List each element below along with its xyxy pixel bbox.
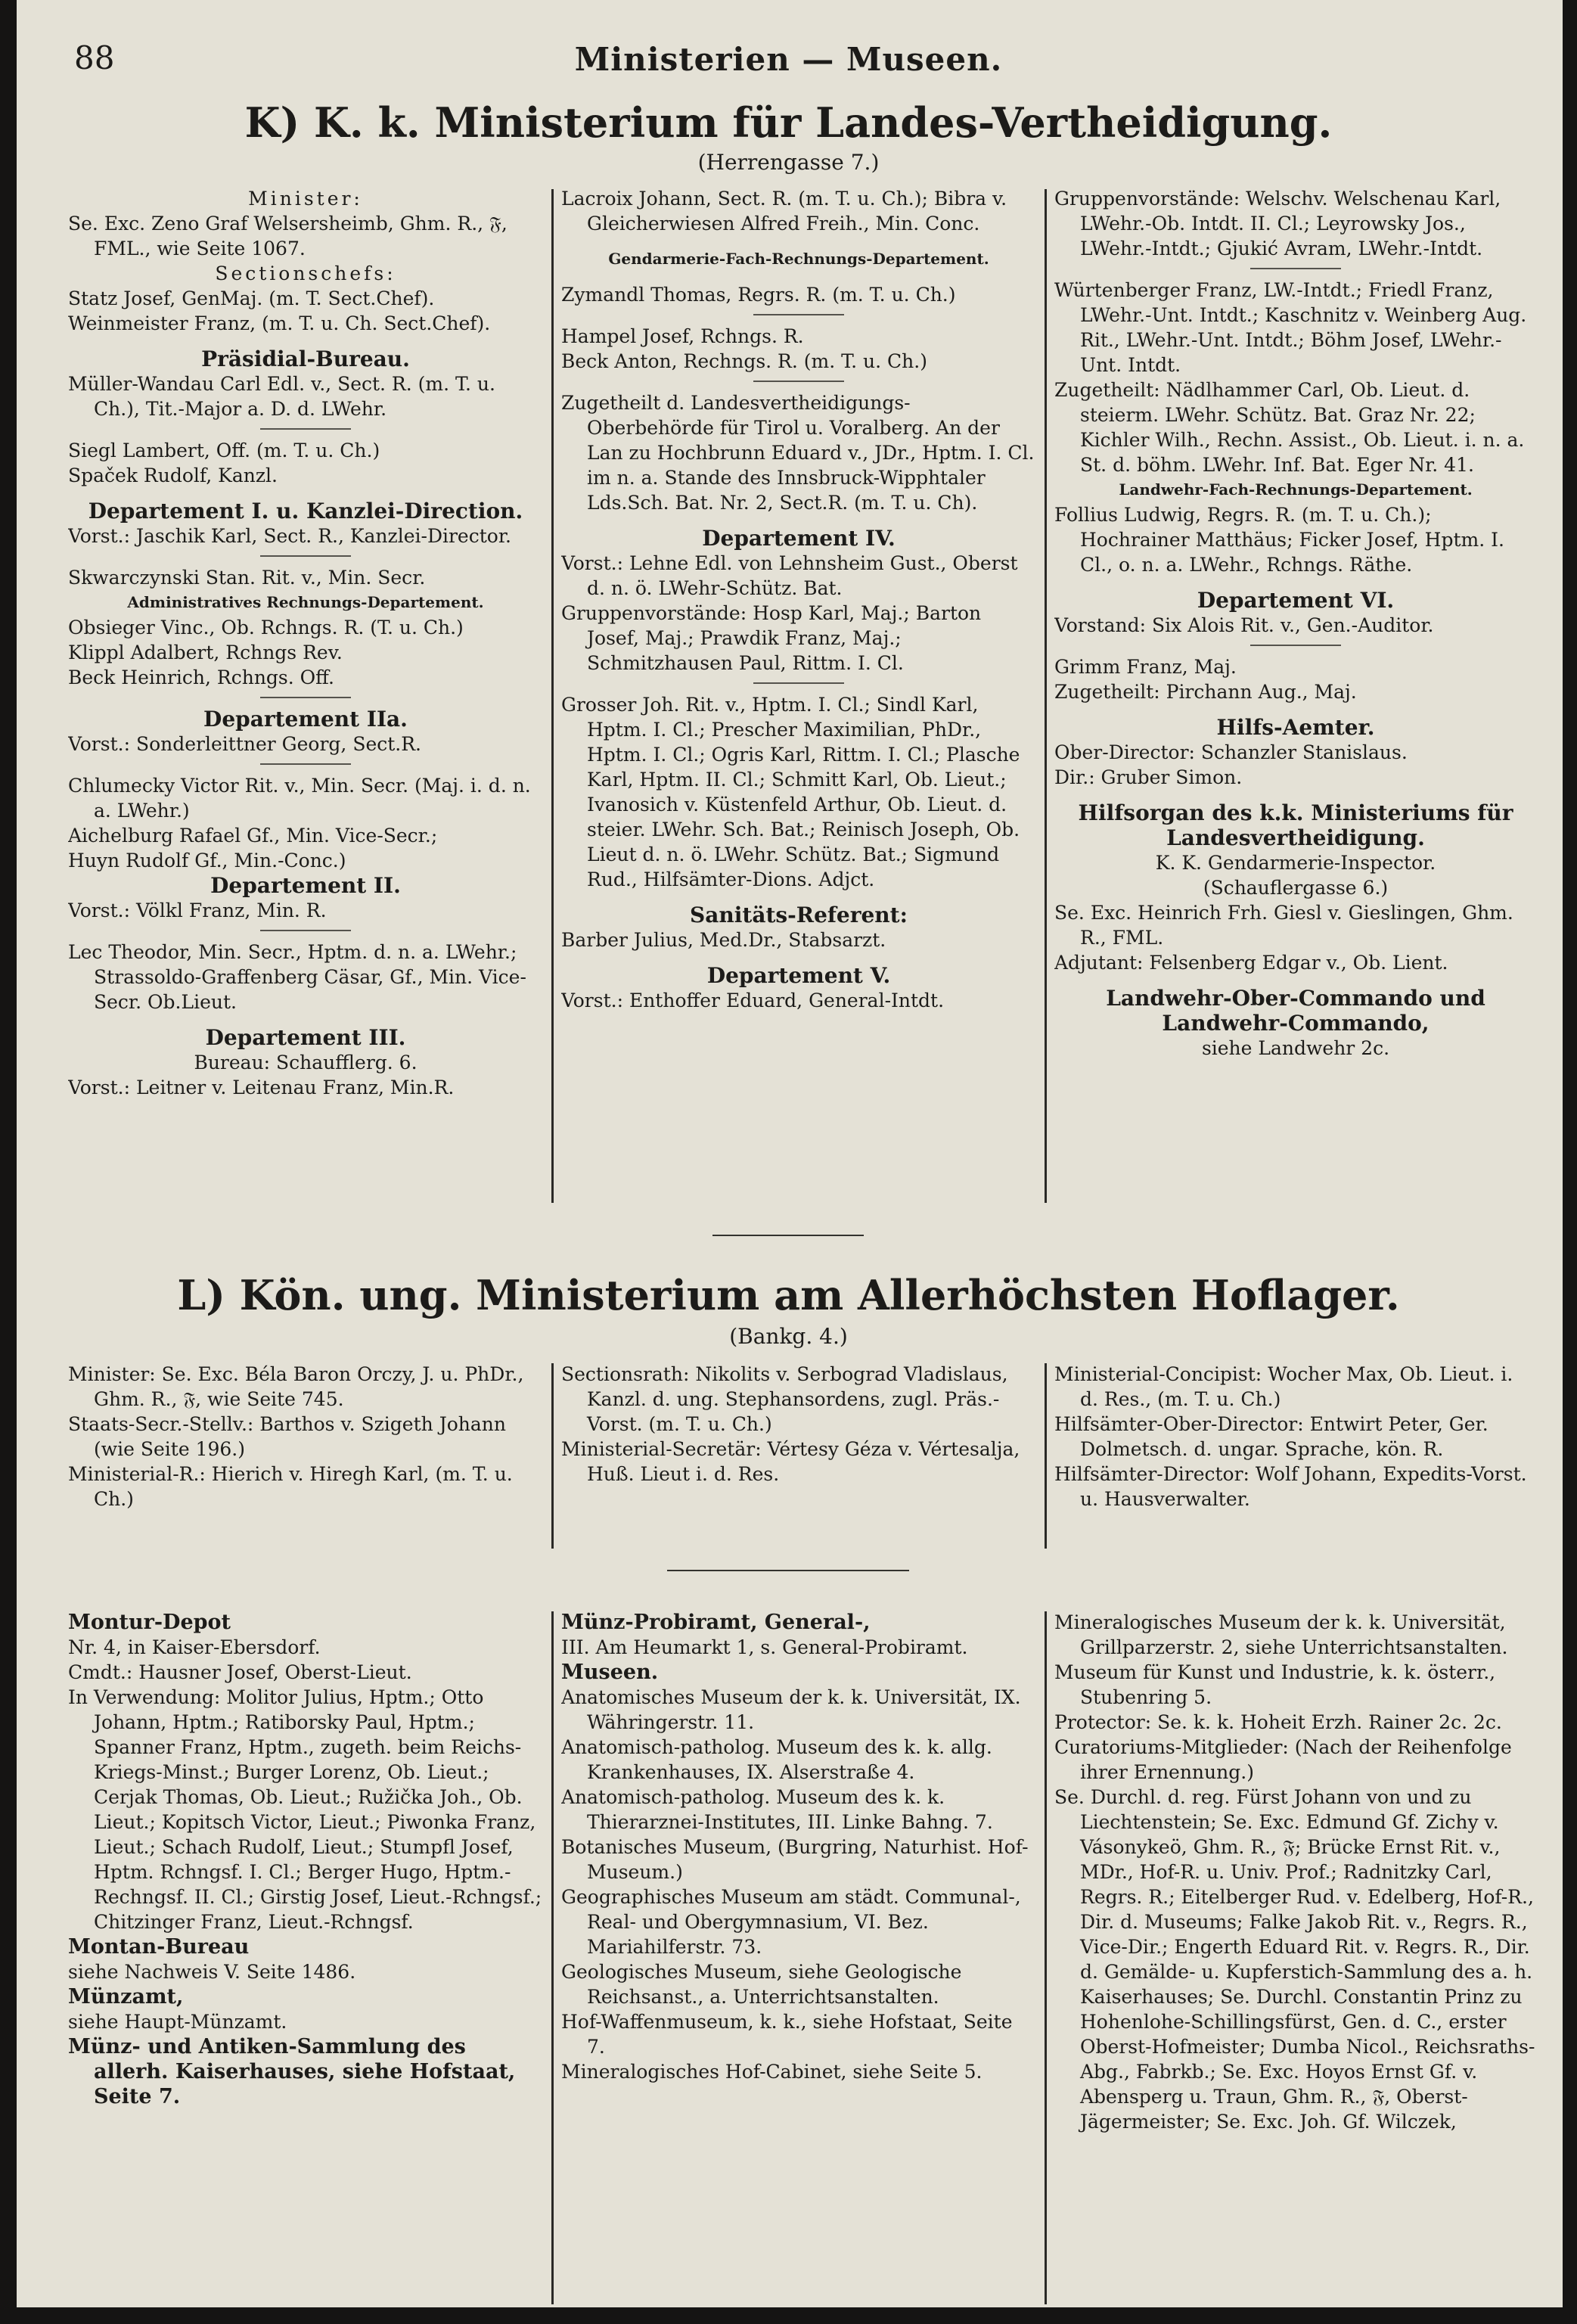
- department-heading: Departement III.: [205, 1025, 406, 1050]
- column-rule: [1045, 1611, 1047, 2304]
- section-divider: [712, 1235, 864, 1236]
- entry-line: Huyn Rudolf Gf., Min.-Conc.): [68, 850, 346, 872]
- column-rule: [551, 1611, 554, 2304]
- spacer: [1054, 704, 1537, 715]
- entry-text: In Verwendung: Molitor Julius, Hptm.; Otto Johann, Hptm.; Ratiborsky Paul, Hptm.; Spanner Franz, Hptm., zugeth. beim Reichs-Kriegs-Minst.; Burger Lorenz, Ob. Lieut.; Cerjak Thomas, Ob. Lieut.; Ružička Joh., Ob. Lieut.; Kopitsch Victor, Lieut.; Piwonka Franz, Lieut.; Schach Rudolf, Lieut.; Stumpfl Josef, Hptm. Rchngsf. I. Cl.; Berger Hugo, Hptm.-Rechngsf. II. Cl.; Girstig Josef, Lieut.-Rchngsf.; Chitzinger Franz, Lieut.-Rchngsf.: [68, 1686, 542, 1933]
- short-separator: [260, 763, 351, 765]
- entry-text: Curatoriums-Mitglieder: (Nach der Reihenfolge ihrer Ernennung.): [1054, 1736, 1512, 1783]
- short-separator: [260, 697, 351, 698]
- department-heading: Departement II.: [210, 873, 401, 898]
- column-rule: [1045, 189, 1047, 1203]
- centered-line: Bureau: Schaufflerg. 6.: [194, 1052, 418, 1073]
- entry-text: Botanisches Museum, (Burgring, Naturhist. Hof-Museum.): [561, 1836, 1029, 1883]
- scan-bottom-edge: [0, 2307, 1577, 2324]
- short-separator: [753, 682, 844, 684]
- entry-text: Anatomisch-patholog. Museum des k. k. Thierarznei-Institutes, III. Linke Bahng. 7.: [561, 1786, 993, 1833]
- entry-text: siehe Nachweis V. Seite 1486.: [68, 1961, 356, 1983]
- subdepartment-heading: Administratives Rechnungs-Departement.: [127, 593, 484, 611]
- spacer: [68, 336, 543, 346]
- entry-heading: Montan-Bureau: [68, 1935, 250, 1959]
- entry-line: Grimm Franz, Maj.: [1054, 656, 1237, 678]
- spacer: [561, 236, 1036, 247]
- section-l-address: (Bankg. 4.): [729, 1324, 848, 1349]
- entry-line: Zugetheilt: Pirchann Aug., Maj.: [1054, 681, 1357, 703]
- scan-right-edge: [1563, 0, 1577, 2324]
- entry-text: Hof-Waffenmuseum, k. k., siehe Hofstaat, Seite 7.: [561, 2011, 1013, 2058]
- entry-text: Gruppenvorstände: Hosp Karl, Maj.; Barton Josef, Maj.; Prawdik Franz, Maj.; Schmitzhausen Paul, Rittm. I. Cl.: [561, 602, 982, 674]
- entry-line: Spaček Rudolf, Kanzl.: [68, 464, 278, 486]
- entry-text: Staats-Secr.-Stellv.: Barthos v. Szigeth Johann (wie Seite 196.): [68, 1413, 506, 1460]
- entry-text: Lacroix Johann, Sect. R. (m. T. u. Ch.); Bibra v. Gleicherwiesen Alfred Freih., Min. Conc.: [561, 188, 1007, 235]
- centered-line: (Schauflergasse 6.): [1203, 877, 1389, 899]
- section-k-address: (Herrengasse 7.): [697, 150, 880, 175]
- department-heading: Sanitäts-Referent:: [690, 903, 908, 927]
- entry-text: Lec Theodor, Min. Secr., Hptm. d. n. a. LWehr.; Strassoldo-Graffenberg Cäsar, Gf., Min. Vice-Secr. Ob.Lieut.: [68, 941, 526, 1013]
- entry-text: Cmdt.: Hausner Josef, Oberst-Lieut.: [68, 1661, 412, 1683]
- page-number: 88: [74, 39, 115, 76]
- entry-text: Follius Ludwig, Regrs. R. (m. T. u. Ch.); Hochrainer Matthäus; Ficker Josef, Hptm. I. Cl., o. n. a. LWehr., Rchngs. Räthe.: [1054, 504, 1504, 576]
- entry-text: III. Am Heumarkt 1, s. General-Probiramt.: [561, 1636, 968, 1658]
- entry-text: Mineralogisches Hof-Cabinet, siehe Seite 5.: [561, 2061, 983, 2083]
- entry-text: Mineralogisches Museum der k. k. Universität, Grillparzerstr. 2, siehe Unterrichtsanstalten.: [1054, 1611, 1508, 1658]
- centered-line: siehe Landwehr 2c.: [1201, 1037, 1390, 1059]
- entry-text: Zugetheilt d. Landesvertheidigungs-Oberbehörde für Tirol u. Voralberg. An der Lan zu Hochbrunn Eduard v., JDr., Hptm. I. Cl. im n. a. Stande des Innsbruck-Wipphtaler Lds.Sch. Bat. Nr. 2, Sect.R. (m. T. u. Ch).: [561, 392, 1035, 514]
- entry-line: Vorst.: Völkl Franz, Min. R.: [68, 899, 327, 921]
- entry-heading: Münz- und Antiken-Sammlung des allerh. Kaiserhauses, siehe Hofstaat, Seite 7.: [68, 2035, 516, 2108]
- entry-text: Sectionsrath: Nikolits v. Serbograd Vladislaus, Kanzl. d. ung. Stephansordens, zugl. Präs.-Vorst. (m. T. u. Ch.): [561, 1363, 1008, 1435]
- section-k-col-2: [561, 186, 1036, 1200]
- entry-text: Hilfsämter-Director: Wolf Johann, Expedits-Vorst. u. Hausverwalter.: [1054, 1463, 1527, 1510]
- entry-text: Minister: Se. Exc. Béla Baron Orczy, J. u. PhDr., Ghm. R., 𝔉, wie Seite 745.: [68, 1363, 524, 1410]
- spacer: [1054, 975, 1537, 986]
- entry-text: Würtenberger Franz, LW.-Intdt.; Friedl Franz, LWehr.-Unt. Intdt.; Kaschnitz v. Weinberg Aug. Rit., LWehr.-Unt. Intdt.; Böhm Josef, LWehr.-Unt. Intdt.: [1054, 279, 1527, 376]
- department-heading: Departement I. u. Kanzlei-Direction.: [88, 499, 523, 524]
- entry-line: Ober-Director: Schanzler Stanislaus.: [1054, 741, 1408, 763]
- entry-text: Gruppenvorstände: Welschv. Welschenau Karl, LWehr.-Ob. Intdt. II. Cl.; Leyrowsky Jos., LWehr.-Intdt.; Gjukić Avram, LWehr.-Intdt.: [1054, 188, 1501, 259]
- entry-text: Grosser Joh. Rit. v., Hptm. I. Cl.; Sindl Karl, Hptm. I. Cl.; Prescher Maximilian, PhDr., Hptm. I. Cl.; Ogris Karl, Rittm. I. Cl.; Plasche Karl, Hptm. II. Cl.; Schmitt Karl, Ob. Lieut.; Ivanosich v. Küstenfeld Arthur, Ob. Lieut. d. steier. LWehr. Sch. Bat.; Reinisch Joseph, Ob. Lieut d. n. ö. LWehr. Schütz. Bat.; Sigmund Rud., Hilfsämter-Dions. Adjct.: [561, 694, 1020, 890]
- section-l-col-1: [68, 1362, 543, 1589]
- entry-line: Vorst.: Leitner v. Leitenau Franz, Min.R.: [68, 1077, 455, 1098]
- section-k-col-3: [1054, 186, 1537, 1200]
- subdepartment-heading: Landwehr-Fach-Rechnungs-Departement.: [1119, 480, 1473, 499]
- entry-text: Ministerial-R.: Hierich v. Hiregh Karl, (m. T. u. Ch.): [68, 1463, 513, 1510]
- spacer: [1054, 790, 1537, 800]
- spacer: [68, 488, 543, 499]
- short-separator: [260, 555, 351, 557]
- section-m-col-3: [1054, 1610, 1537, 2304]
- entry-line: Hampel Josef, Rchngs. R.: [561, 325, 804, 347]
- entry-line: Vorst.: Sonderleittner Georg, Sect.R.: [68, 733, 422, 755]
- entry-text: Hilfsämter-Ober-Director: Entwirt Peter, Ger. Dolmetsch. d. ungar. Sprache, kön. R.: [1054, 1413, 1489, 1460]
- entry-text: Aichelburg Rafael Gf., Min. Vice-Secr.;: [68, 825, 438, 847]
- column-rule: [551, 189, 554, 1203]
- entry-text: siehe Haupt-Münzamt.: [68, 2011, 287, 2033]
- entry-line: Klippl Adalbert, Rchngs Rev.: [68, 642, 343, 663]
- entry-text: Skwarczynski Stan. Rit. v., Min. Secr.: [68, 567, 426, 589]
- section-k-col-1: [68, 186, 543, 1200]
- entry-text: Protector: Se. k. k. Hoheit Erzh. Rainer 2c. 2c.: [1054, 1711, 1502, 1733]
- entry-text: Nr. 4, in Kaiser-Ebersdorf.: [68, 1636, 321, 1658]
- spacer: [561, 952, 1036, 963]
- entry-line: Dir.: Gruber Simon.: [1054, 766, 1243, 788]
- spacer: [561, 515, 1036, 526]
- entry-text: Se. Exc. Zeno Graf Welsersheimb, Ghm. R., 𝔉, FML., wie Seite 1067.: [68, 213, 508, 259]
- department-heading: Hilfs-Aemter.: [1216, 715, 1375, 740]
- column-rule: [551, 1363, 554, 1549]
- section-m-col-1: [68, 1610, 543, 2304]
- section-l-col-3: [1054, 1362, 1537, 1589]
- subdepartment-heading: Gendarmerie-Fach-Rechnungs-Departement.: [608, 250, 989, 268]
- entry-text: Geographisches Museum am städt. Communal-, Real- und Obergymnasium, VI. Bez. Mariahilferstr. 73.: [561, 1886, 1021, 1958]
- entry-heading: Münzamt,: [68, 1985, 184, 2009]
- department-heading: Departement IV.: [702, 526, 896, 551]
- entry-text: Se. Durchl. d. reg. Fürst Johann von und zu Liechtenstein; Se. Exc. Edmund Gf. Zichy v. Vásonykeö, Ghm. R., 𝔉; Brücke Ernst Rit. v., MDr., Hof-R. u. Univ. Prof.; Radnitzky Carl, Regrs. R.; Eitelberger Rud. v. Edelberg, Hof-R., Dir. d. Museums; Falke Jakob Rit. v., Regrs. R., Vice-Dir.; Engerth Eduard Rit. v. Regrs. R., Dir. d. Gemälde- u. Kupferstich-Sammlung des a. h. Kaiserhauses; Se. Durchl. Constantin Prinz zu Hohenlohe-Schillingsfürst, Gen. d. C., erster Oberst-Hofmeister; Dumba Nicol., Reichsraths-Abg., Fabrkb.; Se. Exc. Hoyos Ernst Gf. v. Abensperg u. Traun, Ghm. R., 𝔉, Oberst-Jägermeister; Se. Exc. Joh. Gf. Wilczek,: [1054, 1786, 1535, 2133]
- entry-text: Ministerial-Concipist: Wocher Max, Ob. Lieut. i. d. Res., (m. T. u. Ch.): [1054, 1363, 1513, 1410]
- entry-text: Geologisches Museum, siehe Geologische Reichsanst., a. Unterrichtsanstalten.: [561, 1961, 962, 2008]
- column-rule: [1045, 1363, 1047, 1549]
- spacer: [561, 272, 1036, 282]
- entry-text: Museum für Kunst und Industrie, k. k. österr., Stubenring 5.: [1054, 1661, 1496, 1708]
- department-heading: Departement VI.: [1197, 588, 1395, 613]
- section-m-col-2: [561, 1610, 1036, 2304]
- entry-text: Vorstand: Six Alois Rit. v., Gen.-Auditor.: [1054, 614, 1434, 636]
- short-separator: [753, 314, 844, 315]
- department-heading: Departement V.: [706, 963, 891, 988]
- entry-heading: Münz-Probiramt, General-,: [561, 1611, 871, 1634]
- entry-text: Zugetheilt: Nädlhammer Carl, Ob. Lieut. d. steierm. LWehr. Schütz. Bat. Graz Nr. 22; Kichler Wilh., Rechn. Assist., Ob. Lieut. i. n. a. St. d. böhm. LWehr. Inf. Bat. Eger Nr. 41.: [1054, 379, 1525, 476]
- short-separator: [753, 381, 844, 382]
- entry-line: Barber Julius, Med.Dr., Stabsarzt.: [561, 929, 886, 951]
- entry-text: Vorst.: Lehne Edl. von Lehnsheim Gust., Oberst d. n. ö. LWehr-Schütz. Bat.: [561, 552, 1018, 599]
- section-l-title: L) Kön. ung. Ministerium am Allerhöchsten Hoflager.: [177, 1271, 1400, 1319]
- department-heading: Hilfsorgan des k.k. Ministeriums für Landesvertheidigung.: [1078, 800, 1513, 850]
- department-heading: Departement IIa.: [203, 707, 408, 732]
- section-k-title: K) K. k. Ministerium für Landes-Vertheidigung.: [244, 98, 1333, 147]
- spacer: [68, 1014, 543, 1025]
- entry-text: Müller-Wandau Carl Edl. v., Sect. R. (m. T. u. Ch.), Tit.-Major a. D. d. LWehr.: [68, 373, 495, 420]
- entry-text: Chlumecky Victor Rit. v., Min. Secr. (Maj. i. d. n. a. LWehr.): [68, 775, 531, 822]
- entry-text: Se. Exc. Heinrich Frh. Giesl v. Gieslingen, Ghm. R., FML.: [1054, 902, 1513, 949]
- entry-line: Vorst.: Enthoffer Eduard, General-Intdt.: [561, 990, 945, 1011]
- entry-line: Statz Josef, GenMaj. (m. T. Sect.Chef).: [68, 287, 435, 309]
- entry-text: Ministerial-Secretär: Vértesy Géza v. Vértesalja, Huß. Lieut i. d. Res.: [561, 1438, 1020, 1485]
- spacer: [1054, 577, 1537, 588]
- role-heading: Minister:: [248, 188, 363, 210]
- short-separator: [260, 930, 351, 931]
- short-separator: [260, 428, 351, 430]
- section-l-col-2: [561, 1362, 1036, 1589]
- department-heading: Landwehr-Ober-Commando und Landwehr-Commando,: [1106, 986, 1485, 1036]
- entry-line: Zymandl Thomas, Regrs. R. (m. T. u. Ch.): [561, 284, 956, 306]
- entry-text: Vorst.: Jaschik Karl, Sect. R., Kanzlei-Director.: [68, 525, 511, 547]
- section-divider: [667, 1570, 909, 1571]
- running-head: Ministerien — Museen.: [574, 41, 1003, 78]
- short-separator: [1250, 645, 1341, 646]
- entry-line: Beck Heinrich, Rchngs. Off.: [68, 666, 334, 688]
- centered-line: K. K. Gendarmerie-Inspector.: [1155, 852, 1436, 874]
- short-separator: [1250, 268, 1341, 269]
- entry-text: Anatomisch-patholog. Museum des k. k. allg. Krankenhauses, IX. Alserstraße 4.: [561, 1736, 992, 1783]
- entry-line: Adjutant: Felsenberg Edgar v., Ob. Lient.: [1054, 952, 1448, 974]
- entry-line: Obsieger Vinc., Ob. Rchngs. R. (T. u. Ch.): [68, 617, 464, 638]
- entry-line: Beck Anton, Rechngs. R. (m. T. u. Ch.): [561, 350, 927, 372]
- entry-line: Weinmeister Franz, (m. T. u. Ch. Sect.Chef).: [68, 312, 491, 334]
- role-heading: Sectionschefs:: [215, 263, 396, 284]
- entry-line: Siegl Lambert, Off. (m. T. u. Ch.): [68, 440, 380, 461]
- scan-left-edge: [0, 0, 17, 2324]
- spacer: [561, 892, 1036, 903]
- entry-heading: Montur-Depot: [68, 1611, 231, 1634]
- department-heading: Präsidial-Bureau.: [201, 346, 410, 371]
- entry-text: Anatomisches Museum der k. k. Universität, IX. Währingerstr. 11.: [561, 1686, 1021, 1733]
- entry-heading: Museen.: [561, 1661, 659, 1684]
